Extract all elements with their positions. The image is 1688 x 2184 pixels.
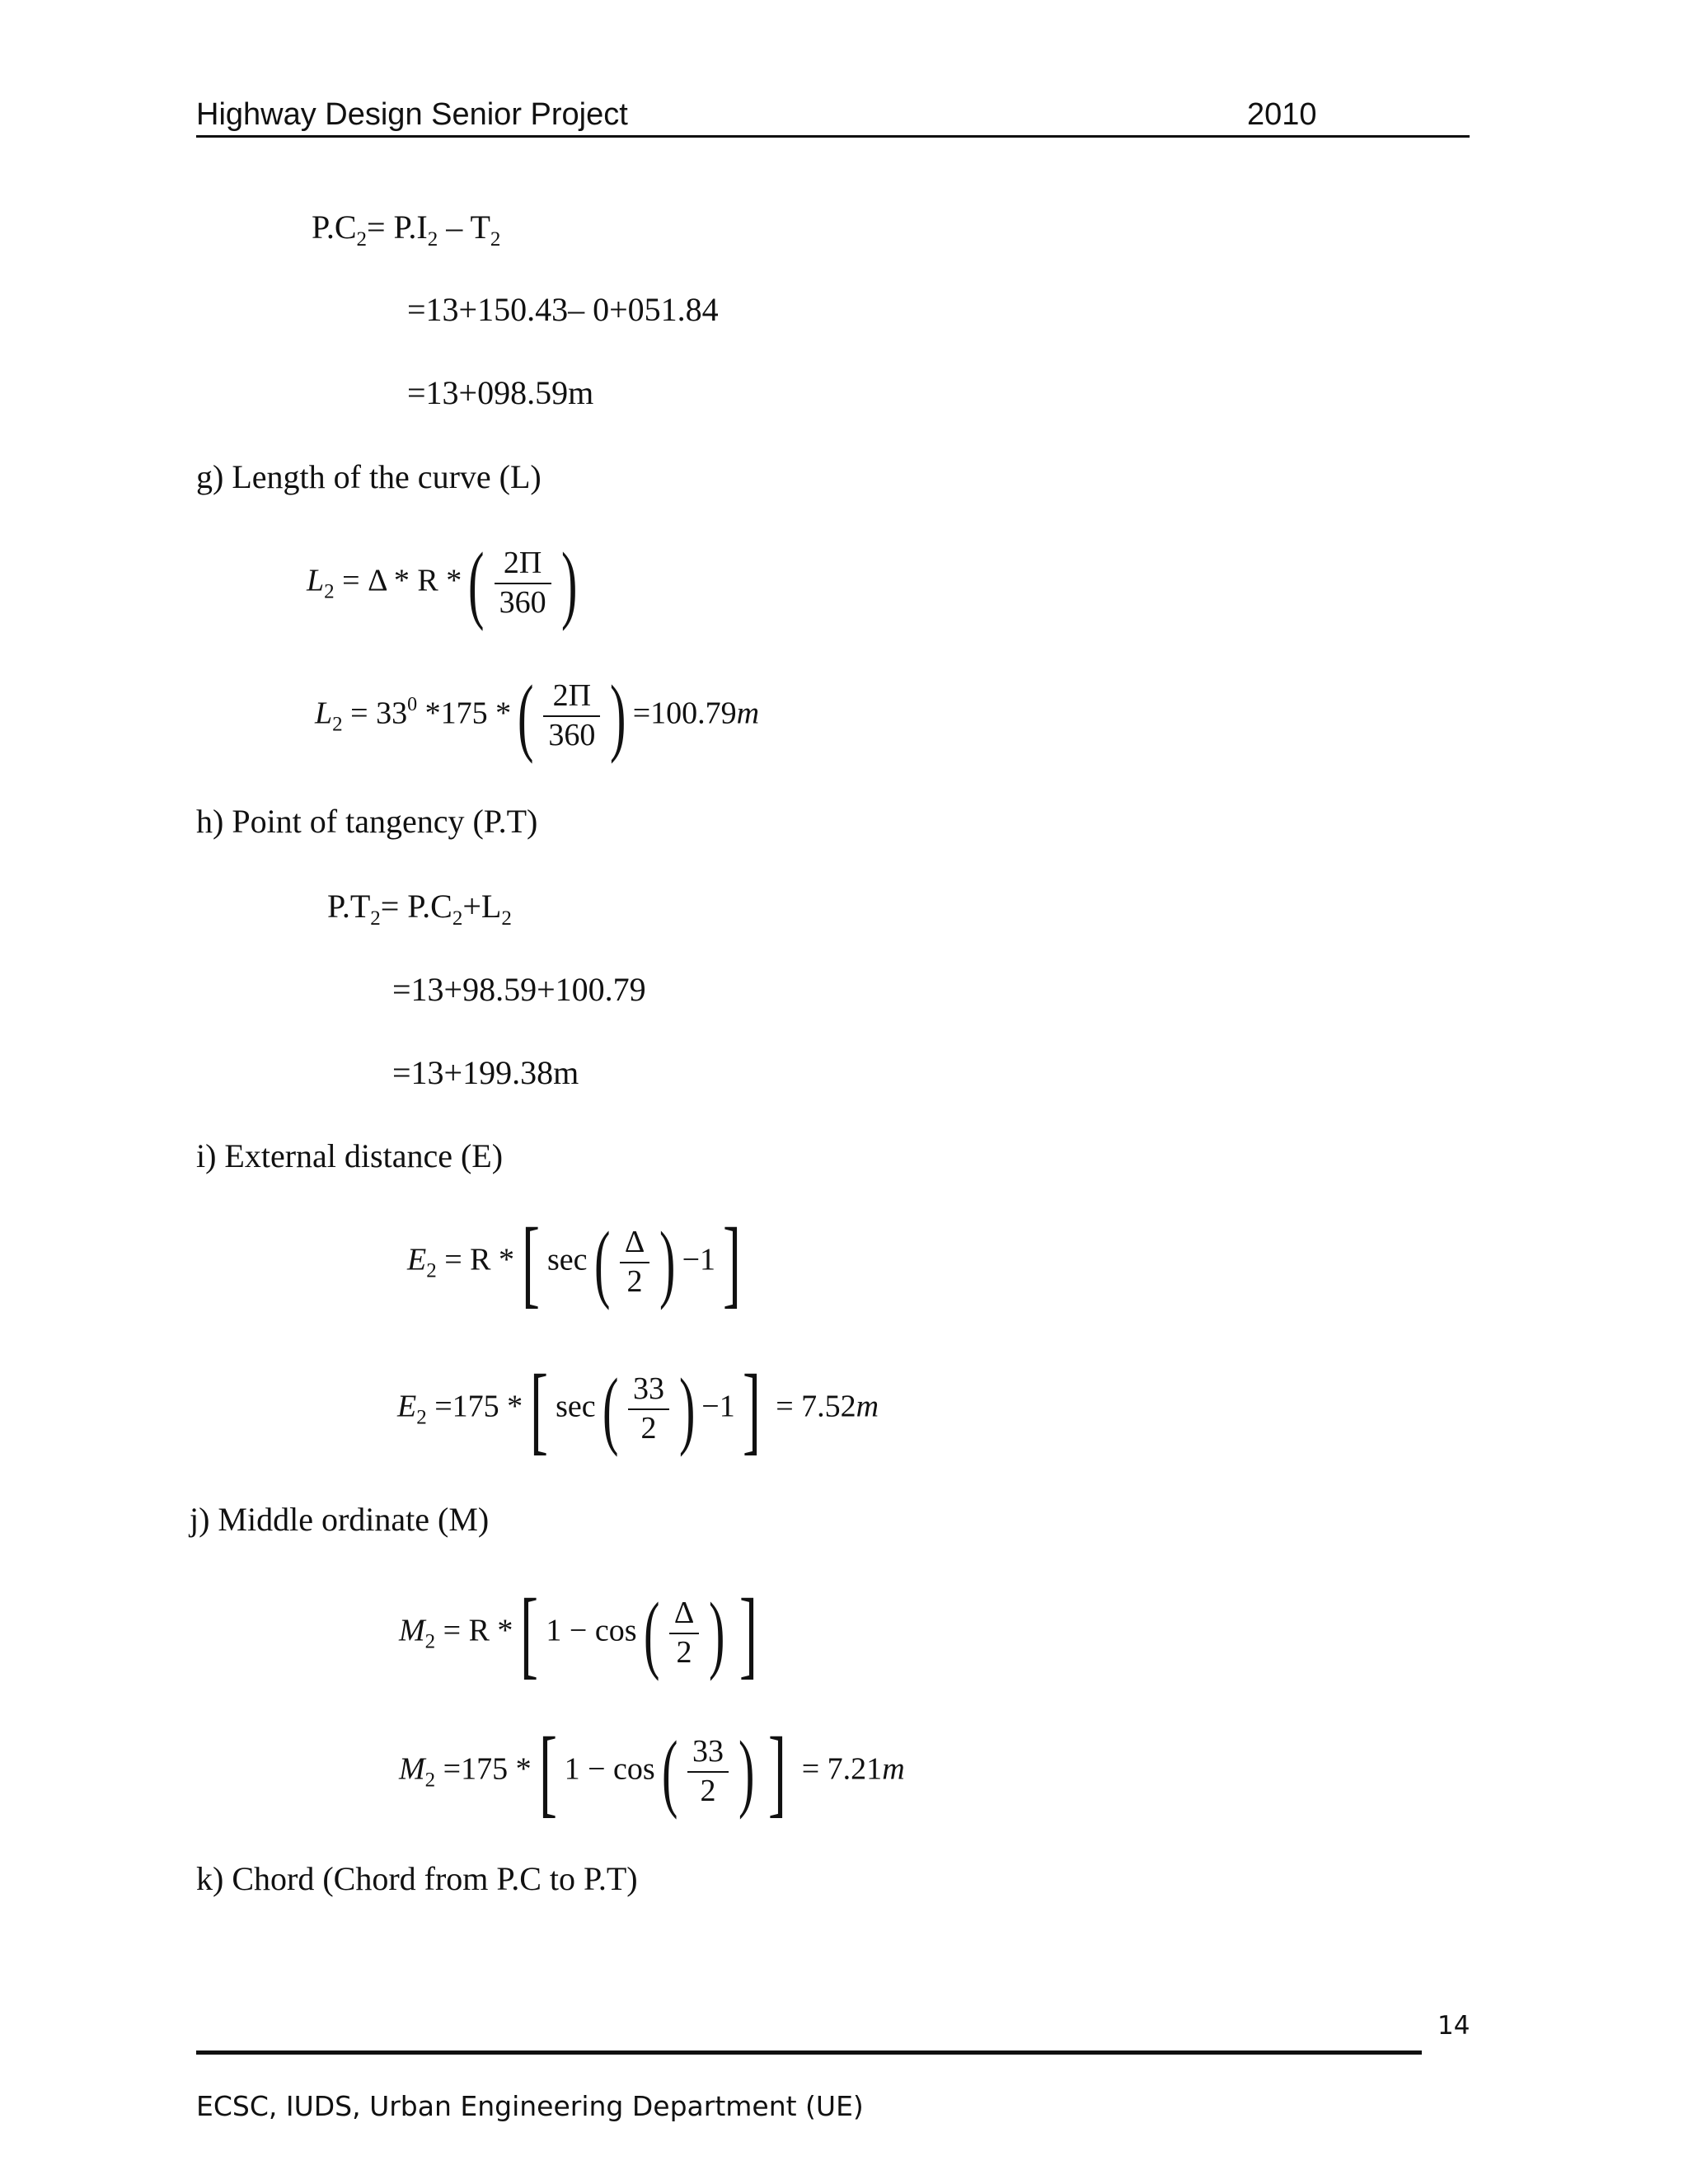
header-year: 2010 bbox=[1247, 97, 1317, 132]
header-title: Highway Design Senior Project bbox=[196, 97, 628, 132]
pc-line-3: =13+098.59m bbox=[407, 374, 594, 411]
section-j-heading: j) Middle ordinate (M) bbox=[190, 1501, 490, 1538]
footer-text: ECSC, IUDS, Urban Engineering Department (UE) bbox=[196, 2090, 864, 2122]
pc-line-1: $P.C_2= P.I_2 - T_2$ bbox=[312, 209, 501, 251]
formula-length-general: $L_2 = \Delta * R$ *( $\frac{2\Pi}{360}$ ) bbox=[307, 535, 577, 631]
pc-line-2: =13+150.43– 0+051.84 bbox=[407, 291, 719, 328]
formula-middle-general: $M_2 = R$ *[ 1 − cos( $\frac{\Delta}{2}$ ) ] bbox=[399, 1578, 757, 1688]
header-rule bbox=[196, 135, 1470, 138]
formula-external-value: $E_2 =175$ *[ sec( $\frac{33}{2}$ ) −1] = 7.52m bbox=[397, 1354, 879, 1464]
footer-rule bbox=[196, 2050, 1422, 2055]
formula-length-value: $L_2 = 33^0$ *175 *( $\frac{2\Pi}{360}$ ) =100.79m bbox=[315, 668, 760, 764]
pt-line-1: $P.T_2= P.C_2+L_2$ bbox=[327, 888, 512, 930]
section-i-heading: i) External distance (E) bbox=[196, 1137, 504, 1174]
section-h-heading: h) Point of tangency (P.T) bbox=[196, 803, 538, 840]
page-number: 14 bbox=[1437, 2011, 1470, 2041]
pt-line-3: =13+199.38m bbox=[392, 1054, 579, 1091]
formula-middle-value: $M_2 =175$ *[ 1 − cos( $\frac{33}{2}$ ) ] = 7.21m bbox=[399, 1717, 905, 1826]
formula-external-general: $E_2 = R$ *[ sec( $\frac{\Delta}{2}$ ) −1] bbox=[407, 1207, 741, 1317]
section-k-heading: k) Chord (Chord from P.C to P.T) bbox=[196, 1860, 638, 1897]
pt-line-2: =13+98.59+100.79 bbox=[392, 971, 646, 1008]
section-g-heading: g) Length of the curve (L) bbox=[196, 458, 542, 495]
